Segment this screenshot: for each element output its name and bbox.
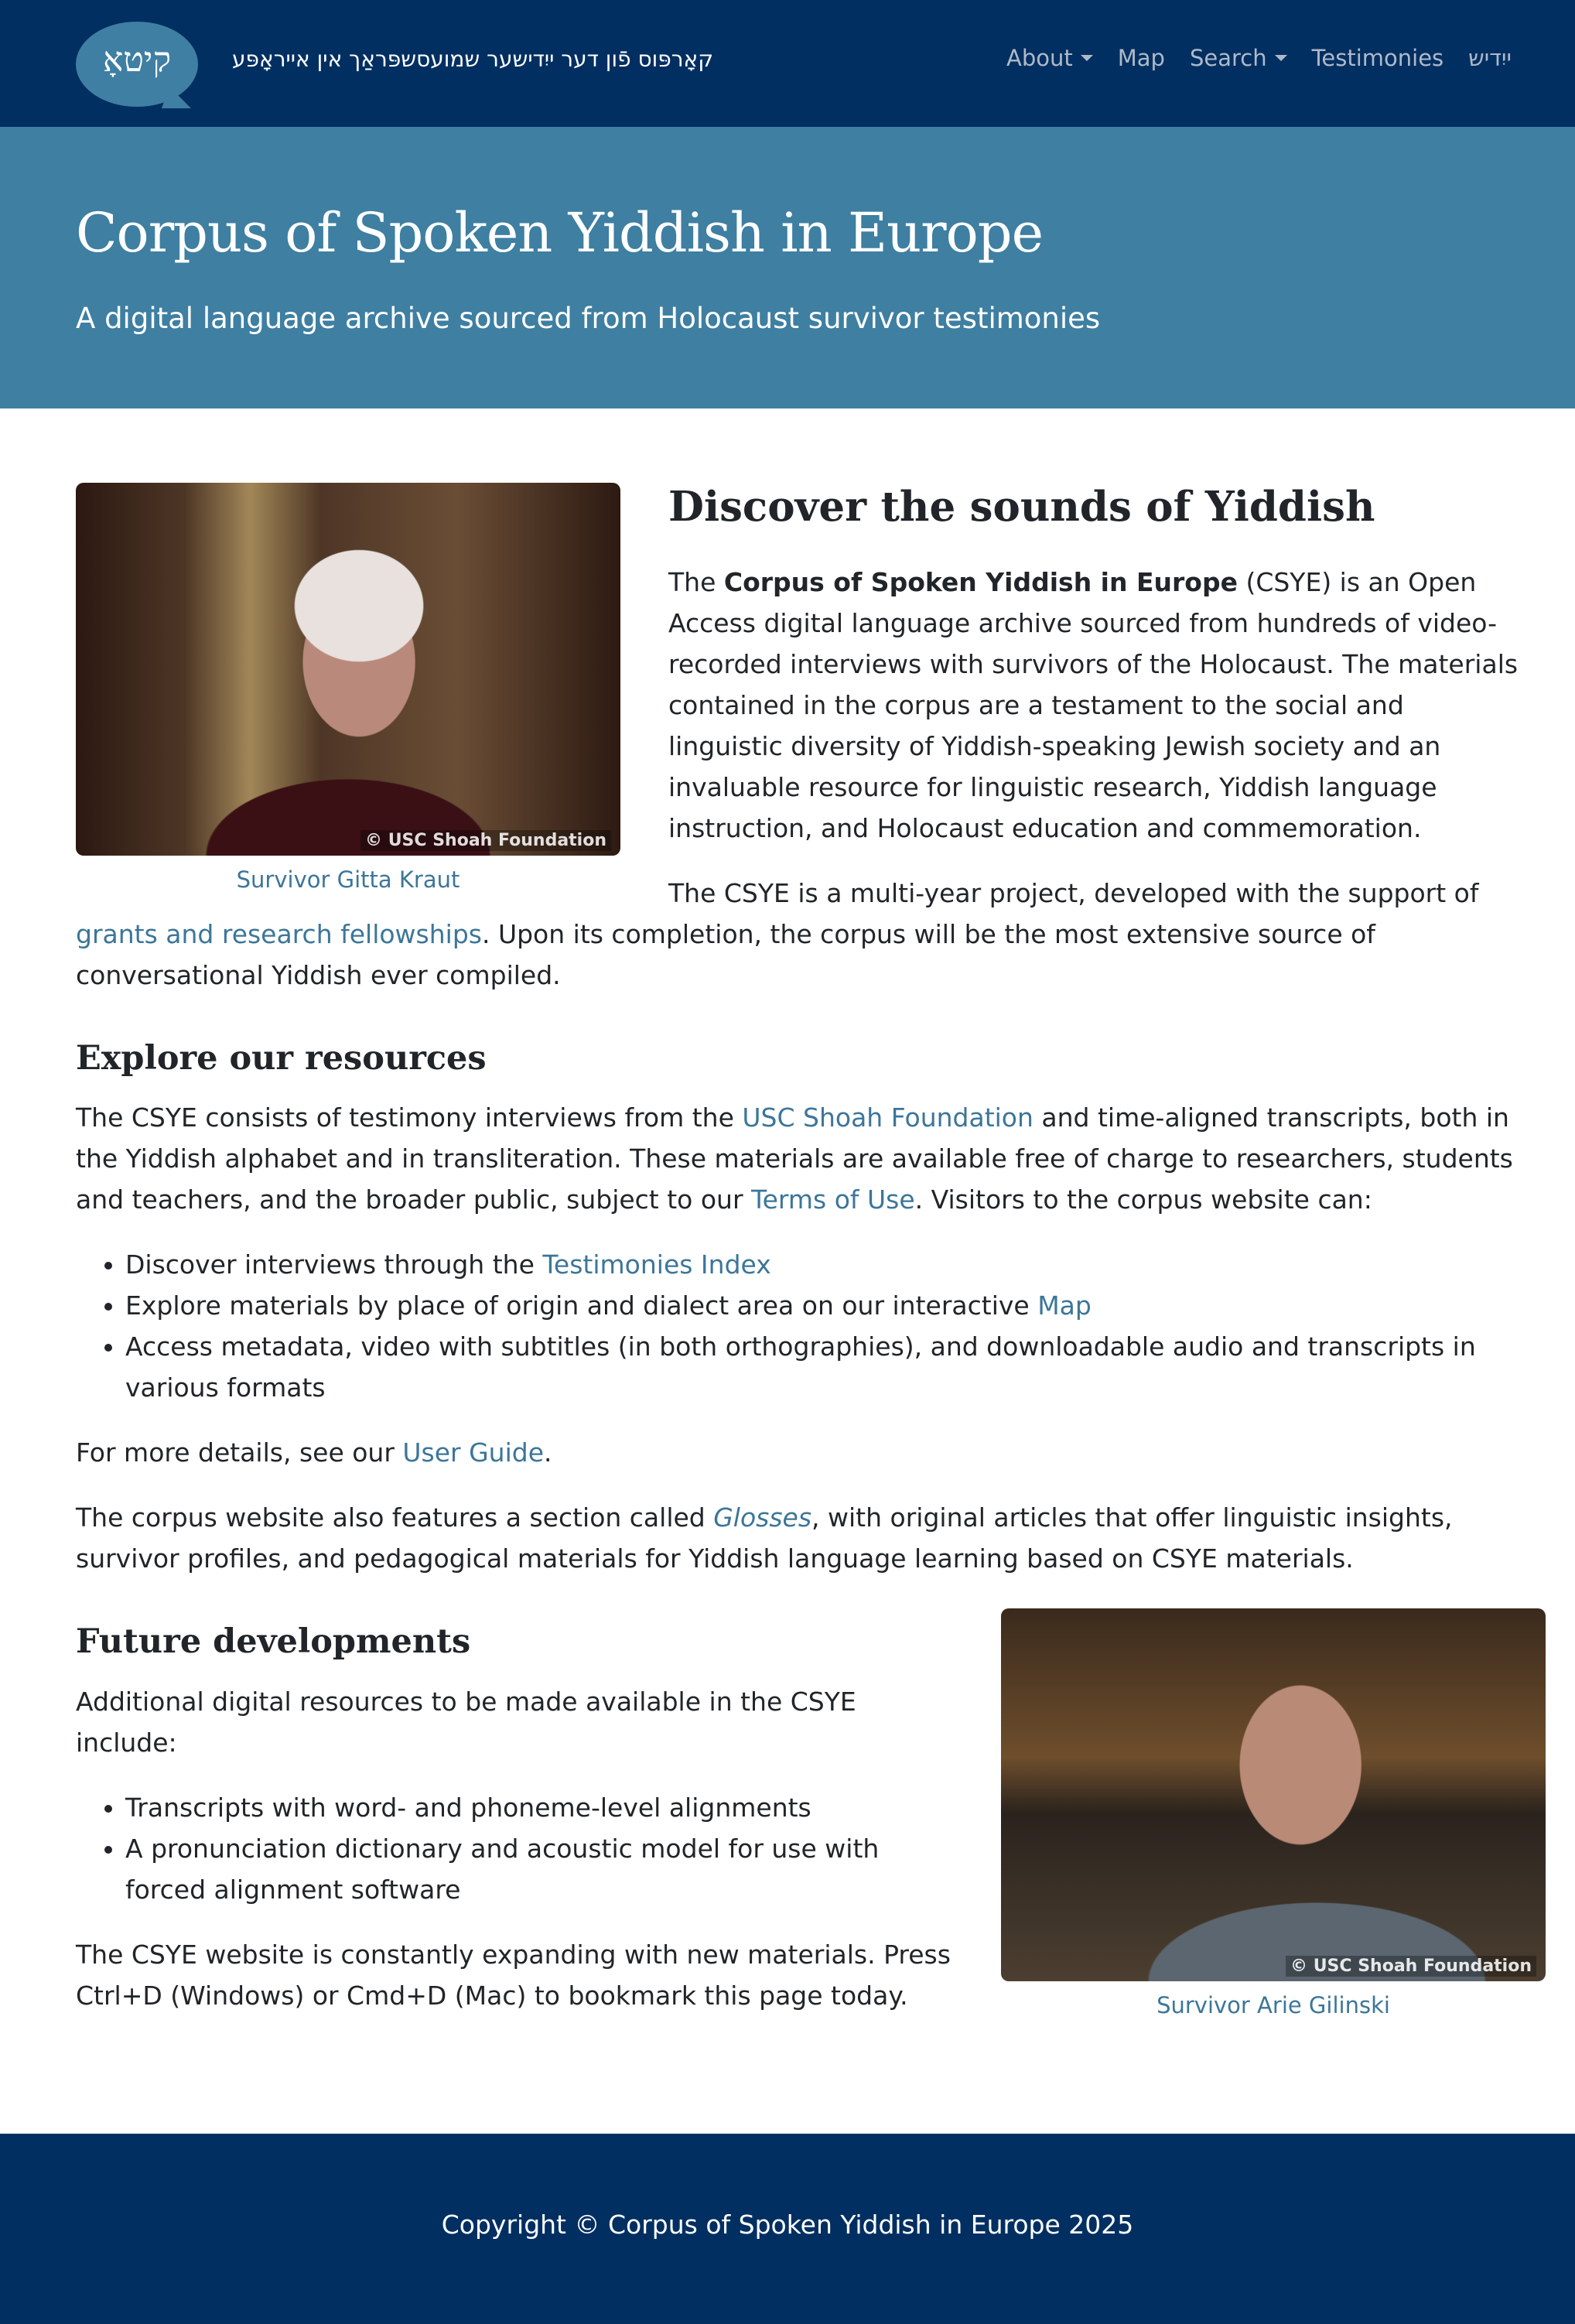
photo-watermark: © USC Shoah Foundation [360, 830, 611, 851]
footer-copyright: Copyright © Corpus of Spoken Yiddish in Europe 2025 [441, 2210, 1134, 2240]
discover-paragraph-1: The Corpus of Spoken Yiddish in Europe (CSYE) is an Open Access digital language archive sourced from hundreds of video-recorded interviews with survivors of the Holocaust. The materials contained in the corpus are a testament to the social and linguistic diversity of Yiddish-speaking Jewish society and an invaluable resource for linguistic research, Yiddish language instruction, and Holocaust education and commemoration. [668, 566, 1519, 843]
list-item: • A pronunciation dictionary and acoustic model for use with forced alignment software [125, 1828, 1522, 1910]
figure-gitta-kraut [76, 483, 620, 893]
glosses-link[interactable]: Glosses [713, 1502, 812, 1533]
explore-paragraph-1: The CSYE consists of testimony interviews from the USC Shoah Foundation and time-aligned transcripts, both in the Yiddish alphabet and in transliteration. These materials are available free of charge to researchers, students and teachers, and the broader public, subject to our Terms of Use. Visitors to the corpus website can: [76, 1102, 1513, 1215]
nav-about-label: About [1006, 45, 1073, 71]
figure-caption: Survivor Gitta Kraut [236, 866, 460, 893]
explore-paragraph-2: For more details, see our User Guide. [76, 1437, 552, 1468]
logo-text: קיטאָ [102, 40, 172, 80]
nav-search-label: Search [1189, 45, 1267, 71]
explore-paragraph-3: The corpus website also features a section called Glosses, with original articles that offer linguistic insights, survivor profiles, and pedagogical materials for Yiddish language learning based on CSYE materials. [76, 1502, 1453, 1574]
page-title: Corpus of Spoken Yiddish in Europe [76, 201, 1043, 265]
explore-list [76, 1244, 1522, 1408]
nav-map-label: Map [1117, 45, 1165, 71]
future-intro: Additional digital resources to be made available in the CSYE include: [76, 1686, 856, 1758]
list-item: • Access metadata, video with subtitles (in both orthographies), and downloadable audio and transcripts in various formats [125, 1326, 1522, 1408]
discover-heading: Discover the sounds of Yiddish [668, 483, 1375, 531]
user-guide-link[interactable]: User Guide [402, 1437, 545, 1468]
chevron-down-icon [1275, 55, 1287, 61]
usc-shoah-foundation-link[interactable]: USC Shoah Foundation [742, 1102, 1033, 1133]
list-item: • Discover interviews through the Testimonies Index [125, 1244, 1522, 1285]
main-content [76, 483, 1532, 2034]
nav-about[interactable] [1006, 45, 1093, 71]
hero-banner [0, 127, 1575, 408]
map-link[interactable]: Map [1037, 1290, 1092, 1321]
survivor-photo-gitta-kraut [76, 483, 620, 856]
list-item: • Transcripts with word- and phoneme-level alignments [125, 1787, 1522, 1828]
nav-search[interactable] [1190, 45, 1287, 71]
figure-caption: Survivor Arie Gilinski [1156, 1992, 1390, 2019]
nav-map[interactable] [1118, 45, 1165, 71]
figure-arie-gilinski [1001, 1608, 1546, 2018]
nav-language-yiddish[interactable] [1468, 45, 1512, 71]
future-closing: The CSYE website is constantly expanding with new materials. Press Ctrl+D (Windows) or Cmd+D (Mac) to bookmark this page today. [76, 1939, 951, 2011]
navbar [0, 0, 1575, 127]
page-subtitle: A digital language archive sourced from Holocaust survivor testimonies [76, 302, 1101, 335]
discover-paragraph-2: The CSYE is a multi-year project, developed with the support of grants and research fellowships. Upon its completion, the corpus will be the most extensive source of conversational Yiddish ever compiled. [76, 877, 1479, 990]
survivor-photo-arie-gilinski [1001, 1608, 1546, 1981]
footer [0, 2134, 1575, 2324]
nav-testimonies[interactable] [1312, 45, 1444, 71]
chevron-down-icon [1081, 55, 1093, 61]
corpus-name-bold: Corpus of Spoken Yiddish in Europe [723, 566, 1238, 597]
terms-of-use-link[interactable]: Terms of Use [751, 1184, 915, 1215]
photo-watermark: © USC Shoah Foundation [1286, 1956, 1536, 1977]
grants-link[interactable]: grants and research fellowships [76, 918, 482, 949]
testimonies-index-link[interactable]: Testimonies Index [542, 1249, 771, 1280]
nav-testimonies-label: Testimonies [1311, 45, 1444, 71]
main-nav [1006, 45, 1512, 71]
list-item: • Explore materials by place of origin and dialect area on our interactive Map [125, 1285, 1522, 1326]
explore-heading: Explore our resources [76, 1038, 487, 1078]
future-heading: Future developments [76, 1622, 471, 1662]
nav-language-label: ייִדיש [1468, 45, 1512, 71]
brand-text[interactable]: קאָרפּוס פֿון דער ייִדישער שמועסשפּראַך אין אייראָפּע [232, 46, 714, 72]
